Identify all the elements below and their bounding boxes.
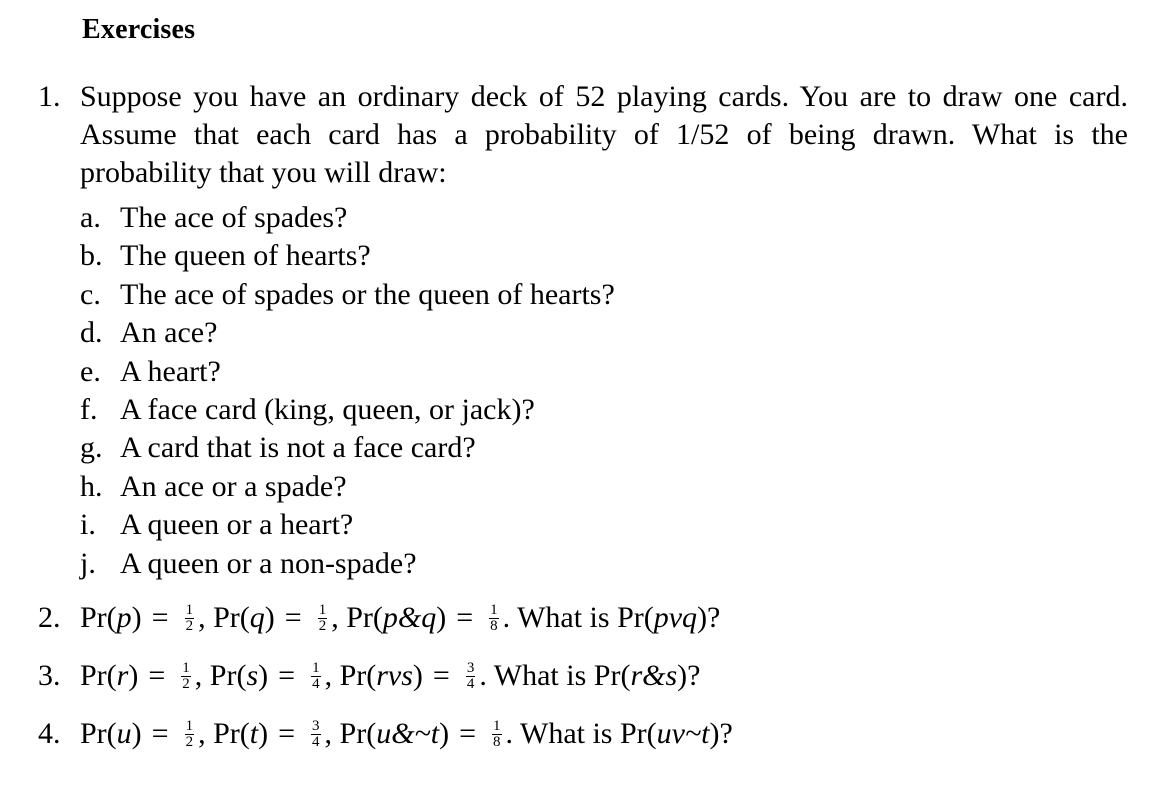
item-letter: b. — [80, 239, 103, 273]
list-item — [80, 276, 615, 314]
question-var: uv~t — [656, 717, 710, 750]
item-text: The queen of hearts? — [120, 239, 371, 273]
term-var: u — [116, 717, 132, 750]
item-text: A heart? — [120, 354, 221, 388]
list-item — [80, 237, 615, 275]
exercise-number: 2. — [38, 601, 61, 634]
page-title: Exercises — [82, 14, 196, 45]
term-label: Pr( — [80, 601, 117, 634]
item-letter: e. — [80, 354, 101, 388]
fraction: $\frac{1}{2}$ — [182, 659, 190, 692]
list-item — [80, 353, 615, 391]
item-letter: d. — [80, 316, 103, 350]
fraction: $\frac{1}{4}$ — [312, 659, 320, 692]
term-close: ) — [131, 601, 142, 634]
term-var: p&q — [382, 601, 437, 634]
fraction: $\frac{1}{2}$ — [185, 601, 194, 634]
term-label: Pr( — [209, 659, 247, 692]
term-label: Pr( — [213, 601, 250, 634]
exercise-4: 4. Pr(u) = $\frac{1}{2}$ , Pr(t) = $\frac{3}{4}$ , Pr(u&~t) = $\frac{1}{8}$ . What is Pr(uv~t)? — [38, 714, 733, 754]
fraction: $\frac{1}{8}$ — [490, 601, 498, 634]
item-text: The ace of spades? — [120, 201, 348, 234]
exercise-1 — [38, 78, 1128, 192]
exercise-2: 2. Pr(p) = $\frac{1}{2}$ , Pr(q) = $\frac{1}{2}$ , Pr(p&q) = $\frac{1}{8}$ . What is Pr(pvq)? — [38, 598, 720, 638]
fraction: $\frac{3}{4}$ — [312, 717, 320, 750]
item-letter: a. — [80, 201, 101, 234]
term-label: Pr( — [346, 601, 383, 634]
list-item — [80, 314, 615, 352]
item-text: A queen or a non-spade? — [120, 546, 417, 580]
question: What is Pr( — [520, 717, 657, 750]
exercise-number: 4. — [38, 717, 61, 750]
item-letter: j. — [80, 546, 96, 580]
item-text: A face card (king, queen, or jack)? — [120, 392, 535, 426]
question-var: r&s — [630, 659, 678, 692]
term-label: Pr( — [80, 717, 117, 750]
item-text: An ace or a spade? — [120, 469, 347, 503]
term-var: u&~t — [376, 717, 440, 750]
term-var: rvs — [376, 659, 413, 692]
list-item — [80, 199, 615, 237]
fraction: $\frac{1}{2}$ — [185, 717, 194, 750]
list-item — [80, 391, 615, 429]
exercise-1-sublist — [80, 199, 615, 583]
item-text: An ace? — [120, 316, 218, 350]
item-text: A card that is not a face card? — [120, 431, 476, 465]
term-label: Pr( — [339, 717, 377, 750]
question: What is Pr( — [517, 601, 654, 634]
term-label: Pr( — [80, 659, 117, 692]
item-letter: i. — [80, 508, 96, 542]
exercise-text: Suppose you have an ordinary deck of 52 playing cards. You are to draw one card. Assume that each card has a probability of 1/52 of being drawn. What is the probability that you will draw: — [80, 80, 1128, 189]
fraction: $\frac{1}{8}$ — [493, 717, 501, 750]
item-letter: h. — [80, 469, 103, 503]
list-item — [80, 545, 615, 583]
exercise-number: 3. — [38, 659, 61, 692]
question: What is Pr( — [493, 659, 631, 692]
item-text: The ace of spades or the queen of hearts? — [120, 277, 615, 311]
term-label: Pr( — [339, 659, 377, 692]
item-letter: c. — [80, 277, 101, 311]
list-item — [80, 506, 615, 544]
item-text: A queen or a heart? — [120, 508, 354, 542]
term-label: Pr( — [213, 717, 250, 750]
item-letter: f. — [80, 392, 98, 426]
list-item — [80, 429, 615, 467]
fraction: $\frac{3}{4}$ — [466, 659, 475, 692]
list-item — [80, 468, 615, 506]
fraction: $\frac{1}{2}$ — [318, 601, 327, 634]
exercise-3: 3. Pr(r) = $\frac{1}{2}$ , Pr(s) = $\frac{1}{4}$ , Pr(rvs) = $\frac{3}{4}$ . What is Pr(r&s)? — [38, 656, 700, 696]
term-var: s — [246, 659, 259, 692]
exercise-number: 1. — [38, 80, 61, 113]
item-letter: g. — [80, 431, 103, 465]
term-var: q — [249, 601, 265, 634]
term-var: p — [116, 601, 132, 634]
question-var: pvq — [653, 601, 698, 634]
term-var: t — [249, 717, 259, 750]
term-var: r — [116, 659, 129, 692]
